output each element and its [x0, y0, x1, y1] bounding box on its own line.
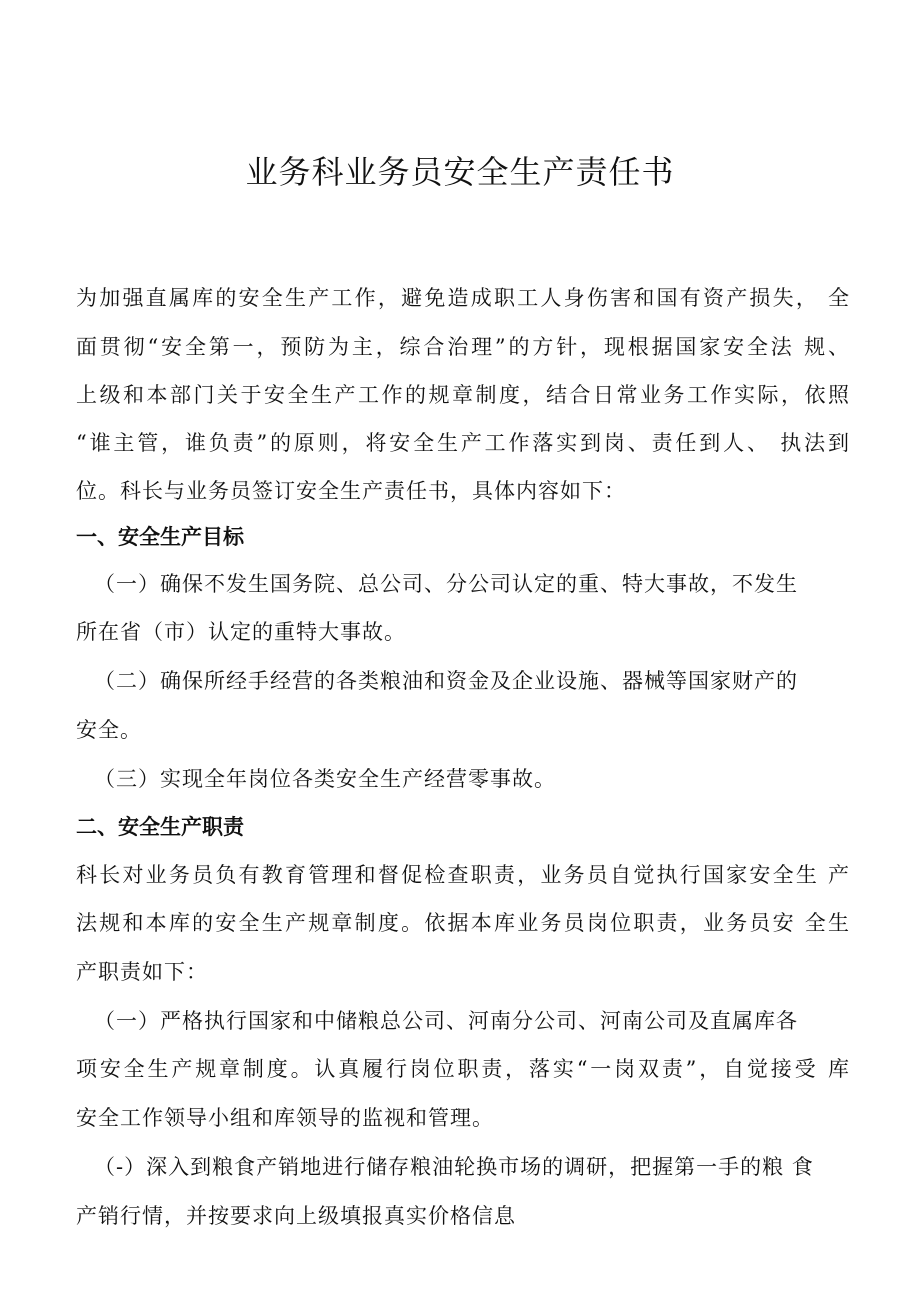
section-heading: 一、安全生产目标	[76, 525, 244, 549]
list-item-line: 项安全生产规章制度。认真履行岗位职责，落实“一岗双责”，自觉接受 库	[76, 1057, 850, 1081]
intro-line: 为加强直属库的安全生产工作，避免造成职工人身伤害和国有资产损失， 全	[76, 286, 850, 310]
list-item-line: 产销行情，并按要求向上级填报真实价格信息	[76, 1204, 516, 1228]
intro-line: 面贯彻“安全第一，预防为主，综合治理”的方针，现根据国家安全法 规、	[76, 335, 850, 359]
list-item-line: 所在省（市）认定的重特大事故。	[76, 620, 406, 644]
list-item-line: （三）实现全年岗位各类安全生产经营零事故。	[94, 767, 556, 791]
paragraph-line: 科长对业务员负有教育管理和督促检查职责，业务员自觉执行国家安全生 产	[76, 863, 850, 887]
list-item-line: 安全。	[76, 718, 142, 742]
list-item-line: （-）深入到粮食产销地进行储存粮油轮换市场的调研，把握第一手的粮 食	[94, 1155, 814, 1179]
paragraph-line: 产职责如下：	[76, 960, 208, 984]
intro-line: 上级和本部门关于安全生产工作的规章制度，结合日常业务工作实际，依照	[76, 383, 850, 407]
intro-line: 位。科长与业务员签订安全生产责任书，具体内容如下：	[76, 479, 626, 503]
list-item-line: 安全工作领导小组和库领导的监视和管理。	[76, 1106, 494, 1130]
intro-line: “谁主管，谁负责”的原则，将安全生产工作落实到岗、责任到人、 执法到	[76, 431, 850, 455]
list-item-line: （一）严格执行国家和中储粮总公司、河南分公司、河南公司及直属库各	[94, 1009, 798, 1033]
list-item-line: （二）确保所经手经营的各类粮油和资金及企业设施、器械等国家财产的	[94, 669, 798, 693]
section-heading: 二、安全生产职责	[76, 815, 244, 839]
document-title: 业务科业务员安全生产责任书	[245, 153, 675, 191]
paragraph-line: 法规和本库的安全生产规章制度。依据本库业务员岗位职责，业务员安 全生	[76, 911, 850, 935]
list-item-line: （一）确保不发生国务院、总公司、分公司认定的重、特大事故，不发生	[94, 572, 798, 596]
